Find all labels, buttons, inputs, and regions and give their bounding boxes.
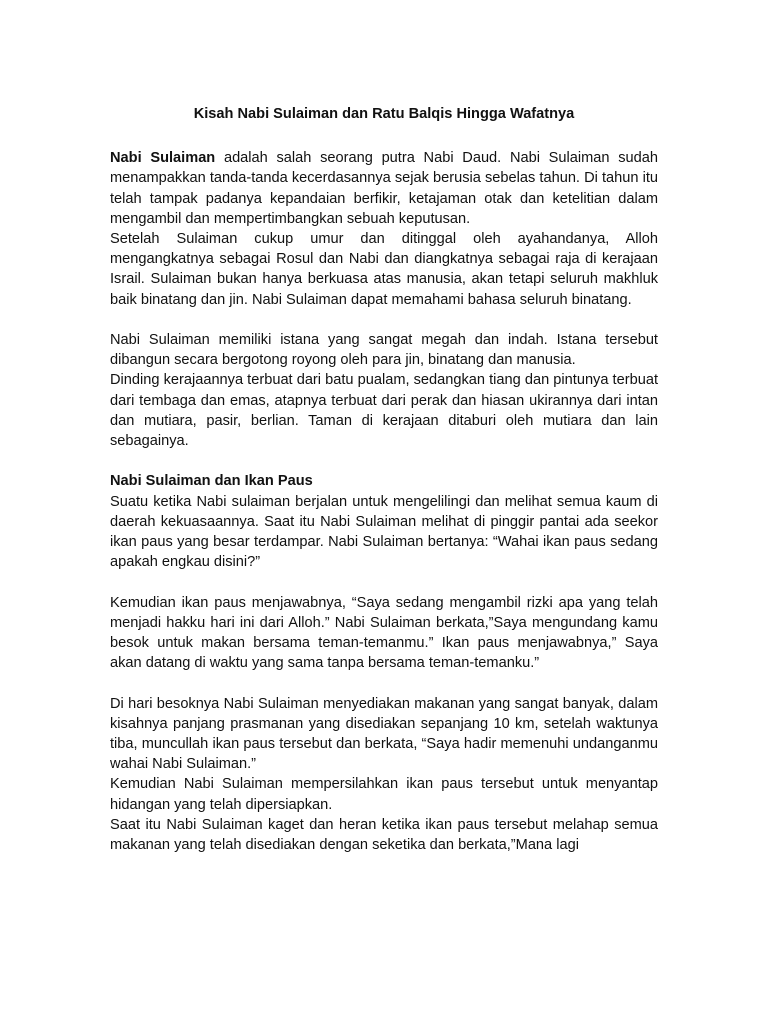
- paragraph-gap: [110, 572, 658, 592]
- intro-bold-name: Nabi Sulaiman: [110, 150, 216, 167]
- paragraph-gap: [110, 310, 658, 330]
- document-page: [110, 104, 658, 855]
- paragraph-whale-meeting: Suatu ketika Nabi sulaiman berjalan untuk mengelilingi dan melihat semua kaum di daerah kekuasaannya. Saat itu Nabi Sulaiman melihat di pinggir pantai ada seekor ikan paus yang besar terdampar. Nabi Sulaiman bertanya: “Wahai ikan paus sedang apakah engkau disini?”: [110, 493, 658, 571]
- paragraph-invitation: Kemudian Nabi Sulaiman mempersilahkan ikan paus tersebut untuk menyantap hidangan yang telah dipersiapkan.: [110, 776, 658, 813]
- document-title: Kisah Nabi Sulaiman dan Ratu Balqis Hingga Wafatnya: [193, 106, 575, 122]
- paragraph-palace: Nabi Sulaiman memiliki istana yang sangat megah dan indah. Istana tersebut dibangun secara bergotong royong oleh para jin, binatang dan manusia.: [110, 332, 658, 369]
- paragraph-gap: [110, 673, 658, 693]
- paragraph-palace-walls: Dinding kerajaannya terbuat dari batu pualam, sedangkan tiang dan pintunya terbuat dari tembaga dan emas, atapnya terbuat dari perak dan hiasan ukirannya dari intan dan mutiara, pasir, berlian. Taman di kerajaan ditaburi oleh mutiara dan lain sebagainya.: [110, 372, 658, 450]
- paragraph-intro: [110, 148, 658, 229]
- section-heading-whale: Nabi Sulaiman dan Ikan Paus: [110, 473, 313, 490]
- paragraph-feast: Di hari besoknya Nabi Sulaiman menyediakan makanan yang sangat banyak, dalam kisahnya panjang prasmanan yang disediakan sepanjang 10 km, setelah waktunya tiba, muncullah ikan paus tersebut dan berkata, “Saya hadir memenuhi undanganmu wahai Nabi Sulaiman.”: [110, 695, 658, 773]
- paragraph-appointment: Setelah Sulaiman cukup umur dan ditinggal oleh ayahandanya, Alloh mengangkatnya sebagai Rosul dan Nabi dan diangkatnya sebagai raja di kerajaan Israil. Sulaiman bukan hanya berkuasa atas manusia, akan tetapi seluruh makhluk baik binatang dan jin. Nabi Sulaiman dapat memahami bahasa seluruh binatang.: [110, 231, 658, 308]
- paragraph-whale-eats: Saat itu Nabi Sulaiman kaget dan heran ketika ikan paus tersebut melahap semua makanan yang telah disediakan dengan seketika dan berkata,”Mana lagi: [110, 816, 658, 854]
- paragraph-whale-answer: Kemudian ikan paus menjawabnya, “Saya sedang mengambil rizki apa yang telah menjadi hakku hari ini dari Alloh.” Nabi Sulaiman berkata,”Saya mengundang kamu besok untuk makan bersama teman-temanmu.” Ikan paus menjawabnya,” Saya akan datang di waktu yang sama tanpa bersama teman-temanku.”: [110, 594, 658, 672]
- paragraph-gap: [110, 451, 658, 471]
- intro-text: adalah salah seorang putra Nabi Daud. Nabi Sulaiman sudah menampakkan tanda-tanda kecerdasannya sejak berusia sebelas tahun. Di tahun itu telah tampak padanya kepandaian berfikir, ketajaman otak dan ketelitian dalam mengambil dan mempertimbangkan sebuah keputusan.: [110, 150, 659, 227]
